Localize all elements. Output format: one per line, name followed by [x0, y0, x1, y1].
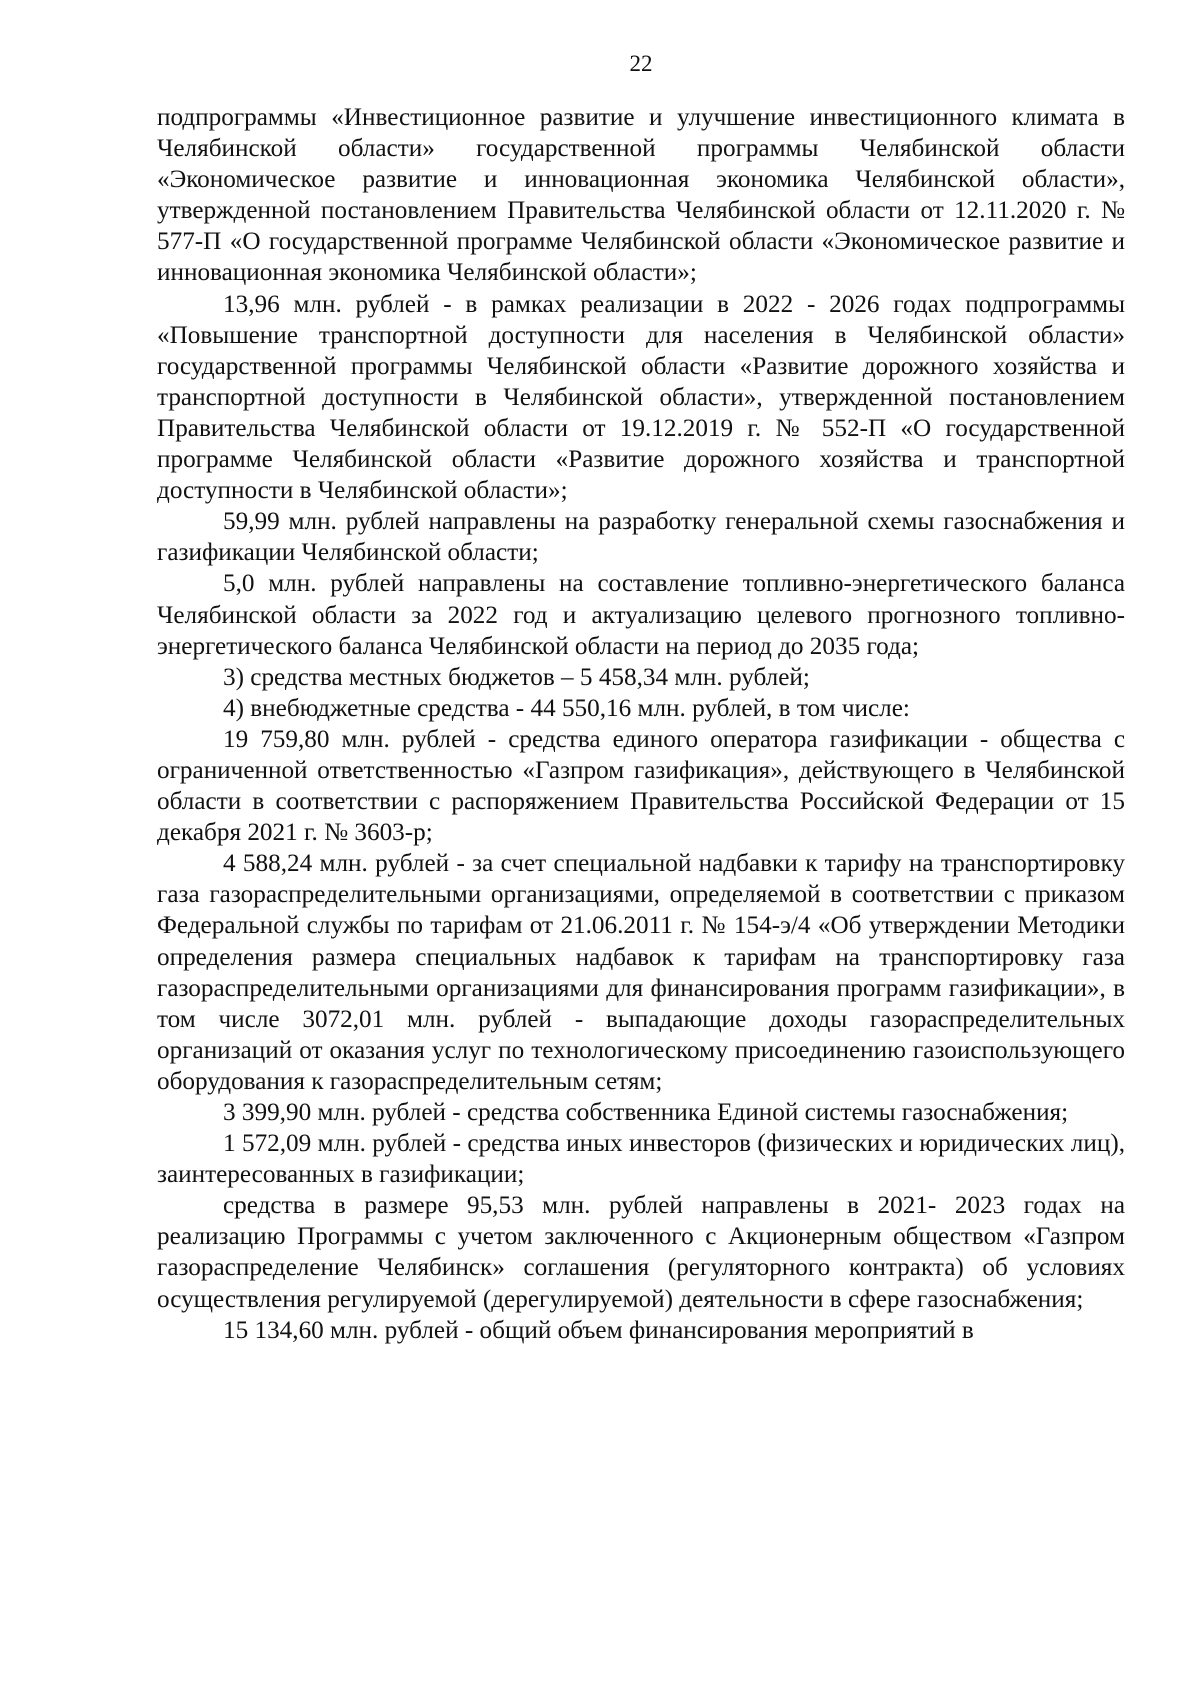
- paragraph-extrabudgetary: 4) внебюджетные средства - 44 550,16 млн. рублей, в том числе:: [223, 694, 910, 722]
- paragraph-ugss-owner: 3 399,90 млн. рублей - средства собственника Единой системы газоснабжения;: [223, 1099, 1069, 1126]
- paragraph-tariff-surcharge: 4 588,24 млн. рублей - за счет специальной надбавки к тарифу на транспортировку газа газораспределительными организациями, определяемой в соответствии с приказом Федеральной службы по тарифам от 21.06.2011 г. № 154-э/4 «Об утверждении Методики определения размера специальных надбавок к тарифам на транспортировку газа газораспределительными организациями для финансирования программ газификации», в том числе 3072,01 млн. рублей - выпадающие доходы газораспределительных организаций от оказания услуг по технологическому присоединению газоиспользующего оборудования к газораспределительным сетям;: [157, 850, 1125, 1095]
- paragraph-local-budgets: 3) средства местных бюджетов – 5 458,34 млн. рублей;: [223, 663, 810, 691]
- paragraph-funding-energy-balance: 5,0 млн. рублей направлены на составление топливно-энергетического баланса Челябинской области за 2022 год и актуализацию целевого прогнозного топливно-энергетического баланса Челябинской области на период до 2035 года;: [157, 570, 1125, 660]
- paragraph-funding-transport: 13,96 млн. рублей - в рамках реализации в 2022 - 2026 годах подпрограммы «Повышение транспортной доступности для населения в Челябинской области» государственной программы Челябинской области «Развитие дорожного хозяйства и транспортной доступности в Челябинской области», утвержденной постановлением Правительства Челябинской области от 19.12.2019 г. № 552-П «О государственной программе Челябинской области «Развитие дорожного хозяйства и транспортной доступности в Челябинской области»;: [157, 290, 1125, 505]
- paragraph-total-funding: 15 134,60 млн. рублей - общий объем финансирования мероприятий в: [223, 1316, 974, 1344]
- paragraph-other-investors: 1 572,09 млн. рублей - средства иных инвесторов (физических и юридических лиц), заинтересованных в газификации;: [157, 1130, 1125, 1189]
- paragraph-gazprom-gasification: 19 759,80 млн. рублей - средства единого оператора газификации - общества с ограниченной ответственностью «Газпром газификация», действующего в Челябинской области в соответствии с распоряжением Правительства Российской Федерации от 15 декабря 2021 г. № 3603-р;: [157, 725, 1125, 847]
- paragraph-regulatory-contract: средства в размере 95,53 млн. рублей направлены в 2021- 2023 годах на реализацию Программы с учетом заключенного с Акционерным обществом «Газпром газораспределение Челябинск» соглашения (регуляторного контракта) об условиях осуществления регулируемой (дерегулируемой) деятельности в сфере газоснабжения;: [157, 1192, 1125, 1313]
- page-number: 22: [629, 51, 653, 76]
- document-page: [157, 48, 1125, 1346]
- document-body: [157, 102, 1125, 1346]
- paragraph-funding-gas-scheme: 59,99 млн. рублей направлены на разработку генеральной схемы газоснабжения и газификации Челябинской области;: [157, 508, 1125, 567]
- paragraph-continuation: подпрограммы «Инвестиционное развитие и улучшение инвестиционного климата в Челябинской области» государственной программы Челябинской области «Экономическое развитие и инновационная экономика Челябинской области», утвержденной постановлением Правительства Челябинской области от 12.11.2020 г. № 577-П «О государственной программе Челябинской области «Экономическое развитие и инновационная экономика Челябинской области»;: [157, 104, 1125, 287]
